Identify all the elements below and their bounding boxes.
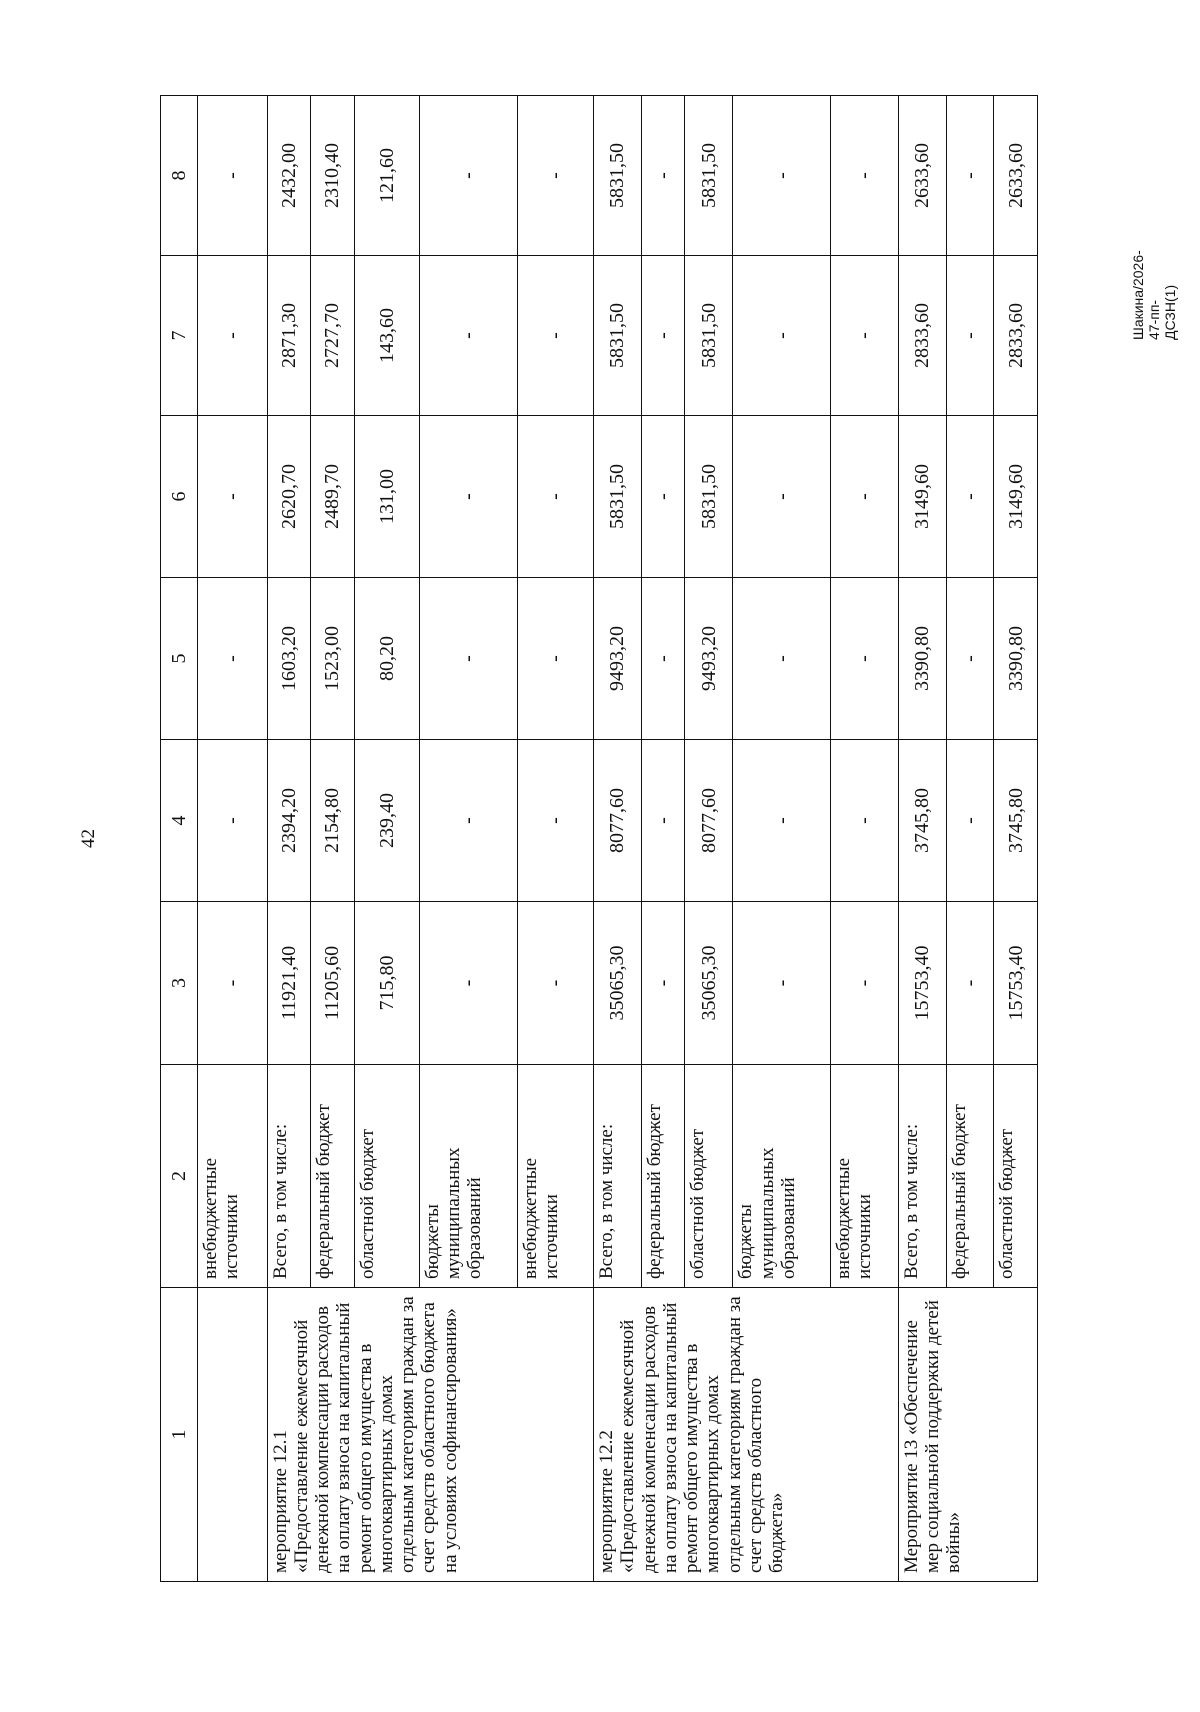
header-row — [161, 96, 198, 1582]
value-cell: - — [831, 96, 898, 256]
source-cell: областной бюджет — [994, 1065, 1038, 1288]
value-cell: 5831,50 — [685, 256, 733, 416]
event-cell: мероприятие 12.2 «Предоставление ежемесячной денежной компенсации расходов на оплату взноса на капитальный ремонт общего имущества в многоквартирных домах отдельным категориям граждан за счет средств областного бюджета» — [594, 1288, 899, 1582]
table-row — [197, 96, 267, 1582]
value-cell: 3149,60 — [898, 416, 946, 578]
value-cell: 3390,80 — [994, 578, 1038, 740]
header-cell: 8 — [161, 96, 198, 256]
value-cell: - — [946, 740, 994, 902]
value-cell: 143,60 — [354, 256, 419, 416]
source-cell: бюджеты муниципальных образований — [419, 1065, 517, 1288]
header-cell: 2 — [161, 1065, 198, 1288]
value-cell: 5831,50 — [594, 96, 642, 256]
value-cell: 2154,80 — [311, 740, 355, 902]
value-cell: 5831,50 — [685, 96, 733, 256]
value-cell: - — [946, 578, 994, 740]
value-cell: - — [517, 578, 593, 740]
source-cell: федеральный бюджет — [946, 1065, 994, 1288]
value-cell: 2833,60 — [898, 256, 946, 416]
value-cell: 2310,40 — [311, 96, 355, 256]
value-cell: - — [733, 902, 831, 1065]
value-cell: 8077,60 — [685, 740, 733, 902]
value-cell: - — [641, 96, 685, 256]
value-cell: 1523,00 — [311, 578, 355, 740]
value-cell: - — [831, 740, 898, 902]
value-cell: - — [733, 578, 831, 740]
source-cell: федеральный бюджет — [641, 1065, 685, 1288]
value-cell: - — [419, 416, 517, 578]
value-cell: 11205,60 — [311, 902, 355, 1065]
value-cell: - — [517, 740, 593, 902]
table-row — [267, 96, 311, 1582]
value-cell: - — [197, 96, 267, 256]
value-cell: 5831,50 — [594, 416, 642, 578]
source-cell: областной бюджет — [685, 1065, 733, 1288]
document-code: Шакина/2026-47-пп-ДСЗН(1) — [1130, 250, 1178, 340]
value-cell: - — [641, 256, 685, 416]
event-cell — [197, 1288, 267, 1582]
value-cell: - — [197, 740, 267, 902]
value-cell: 2489,70 — [311, 416, 355, 578]
value-cell: - — [197, 416, 267, 578]
value-cell: - — [946, 416, 994, 578]
source-cell: бюджеты муниципальных образований — [733, 1065, 831, 1288]
funding-table — [160, 95, 1038, 1582]
header-cell: 1 — [161, 1288, 198, 1582]
value-cell: - — [419, 578, 517, 740]
value-cell: 8077,60 — [594, 740, 642, 902]
value-cell: - — [733, 740, 831, 902]
value-cell: 239,40 — [354, 740, 419, 902]
value-cell: - — [946, 902, 994, 1065]
value-cell: 2633,60 — [994, 96, 1038, 256]
value-cell: 15753,40 — [994, 902, 1038, 1065]
value-cell: - — [831, 578, 898, 740]
header-cell: 4 — [161, 740, 198, 902]
source-cell: внебюджетные источники — [197, 1065, 267, 1288]
value-cell: - — [946, 256, 994, 416]
value-cell: - — [733, 416, 831, 578]
header-cell: 6 — [161, 416, 198, 578]
value-cell: 35065,30 — [685, 902, 733, 1065]
value-cell: 2432,00 — [267, 96, 311, 256]
value-cell: 3149,60 — [994, 416, 1038, 578]
value-cell: 5831,50 — [594, 256, 642, 416]
header-cell: 3 — [161, 902, 198, 1065]
value-cell: - — [517, 96, 593, 256]
value-cell: 3745,80 — [898, 740, 946, 902]
value-cell: - — [517, 256, 593, 416]
rotated-table-container — [160, 96, 1038, 1582]
value-cell: - — [517, 416, 593, 578]
header-cell: 5 — [161, 578, 198, 740]
value-cell: 131,00 — [354, 416, 419, 578]
value-cell: 121,60 — [354, 96, 419, 256]
value-cell: - — [733, 96, 831, 256]
value-cell: - — [197, 256, 267, 416]
value-cell: 5831,50 — [685, 416, 733, 578]
value-cell: 9493,20 — [594, 578, 642, 740]
value-cell: - — [419, 256, 517, 416]
value-cell: - — [641, 902, 685, 1065]
source-cell: областной бюджет — [354, 1065, 419, 1288]
value-cell: 35065,30 — [594, 902, 642, 1065]
value-cell: - — [197, 902, 267, 1065]
value-cell: - — [733, 256, 831, 416]
value-cell: 2394,20 — [267, 740, 311, 902]
event-cell: мероприятие 12.1 «Предоставление ежемесячной денежной компенсации расходов на оплату взноса на капитальный ремонт общего имущества в многоквартирных домах отдельным категориям граждан за счет средств областного бюджета на условиях софинансирования» — [267, 1288, 593, 1582]
table-row — [594, 96, 642, 1582]
value-cell: - — [641, 416, 685, 578]
source-cell: федеральный бюджет — [311, 1065, 355, 1288]
source-cell: Всего, в том числе: — [267, 1065, 311, 1288]
event-cell: Мероприятие 13 «Обеспечение мер социальной поддержки детей войны» — [898, 1288, 1037, 1582]
value-cell: - — [641, 578, 685, 740]
page-number: 42 — [78, 829, 99, 848]
value-cell: - — [419, 740, 517, 902]
value-cell: 80,20 — [354, 578, 419, 740]
value-cell: 2727,70 — [311, 256, 355, 416]
header-cell: 7 — [161, 256, 198, 416]
value-cell: 715,80 — [354, 902, 419, 1065]
value-cell: - — [831, 416, 898, 578]
source-cell: Всего, в том числе: — [594, 1065, 642, 1288]
value-cell: 2833,60 — [994, 256, 1038, 416]
value-cell: 2871,30 — [267, 256, 311, 416]
value-cell: - — [831, 256, 898, 416]
value-cell: - — [831, 902, 898, 1065]
value-cell: 3390,80 — [898, 578, 946, 740]
source-cell: Всего, в том числе: — [898, 1065, 946, 1288]
value-cell: 11921,40 — [267, 902, 311, 1065]
value-cell: - — [517, 902, 593, 1065]
value-cell: 2620,70 — [267, 416, 311, 578]
value-cell: - — [946, 96, 994, 256]
table-row — [898, 96, 946, 1582]
value-cell: 9493,20 — [685, 578, 733, 740]
source-cell: внебюджетные источники — [831, 1065, 898, 1288]
source-cell: внебюджетные источники — [517, 1065, 593, 1288]
value-cell: - — [197, 578, 267, 740]
value-cell: - — [641, 740, 685, 902]
value-cell: 1603,20 — [267, 578, 311, 740]
value-cell: 3745,80 — [994, 740, 1038, 902]
value-cell: 15753,40 — [898, 902, 946, 1065]
value-cell: 2633,60 — [898, 96, 946, 256]
value-cell: - — [419, 96, 517, 256]
value-cell: - — [419, 902, 517, 1065]
